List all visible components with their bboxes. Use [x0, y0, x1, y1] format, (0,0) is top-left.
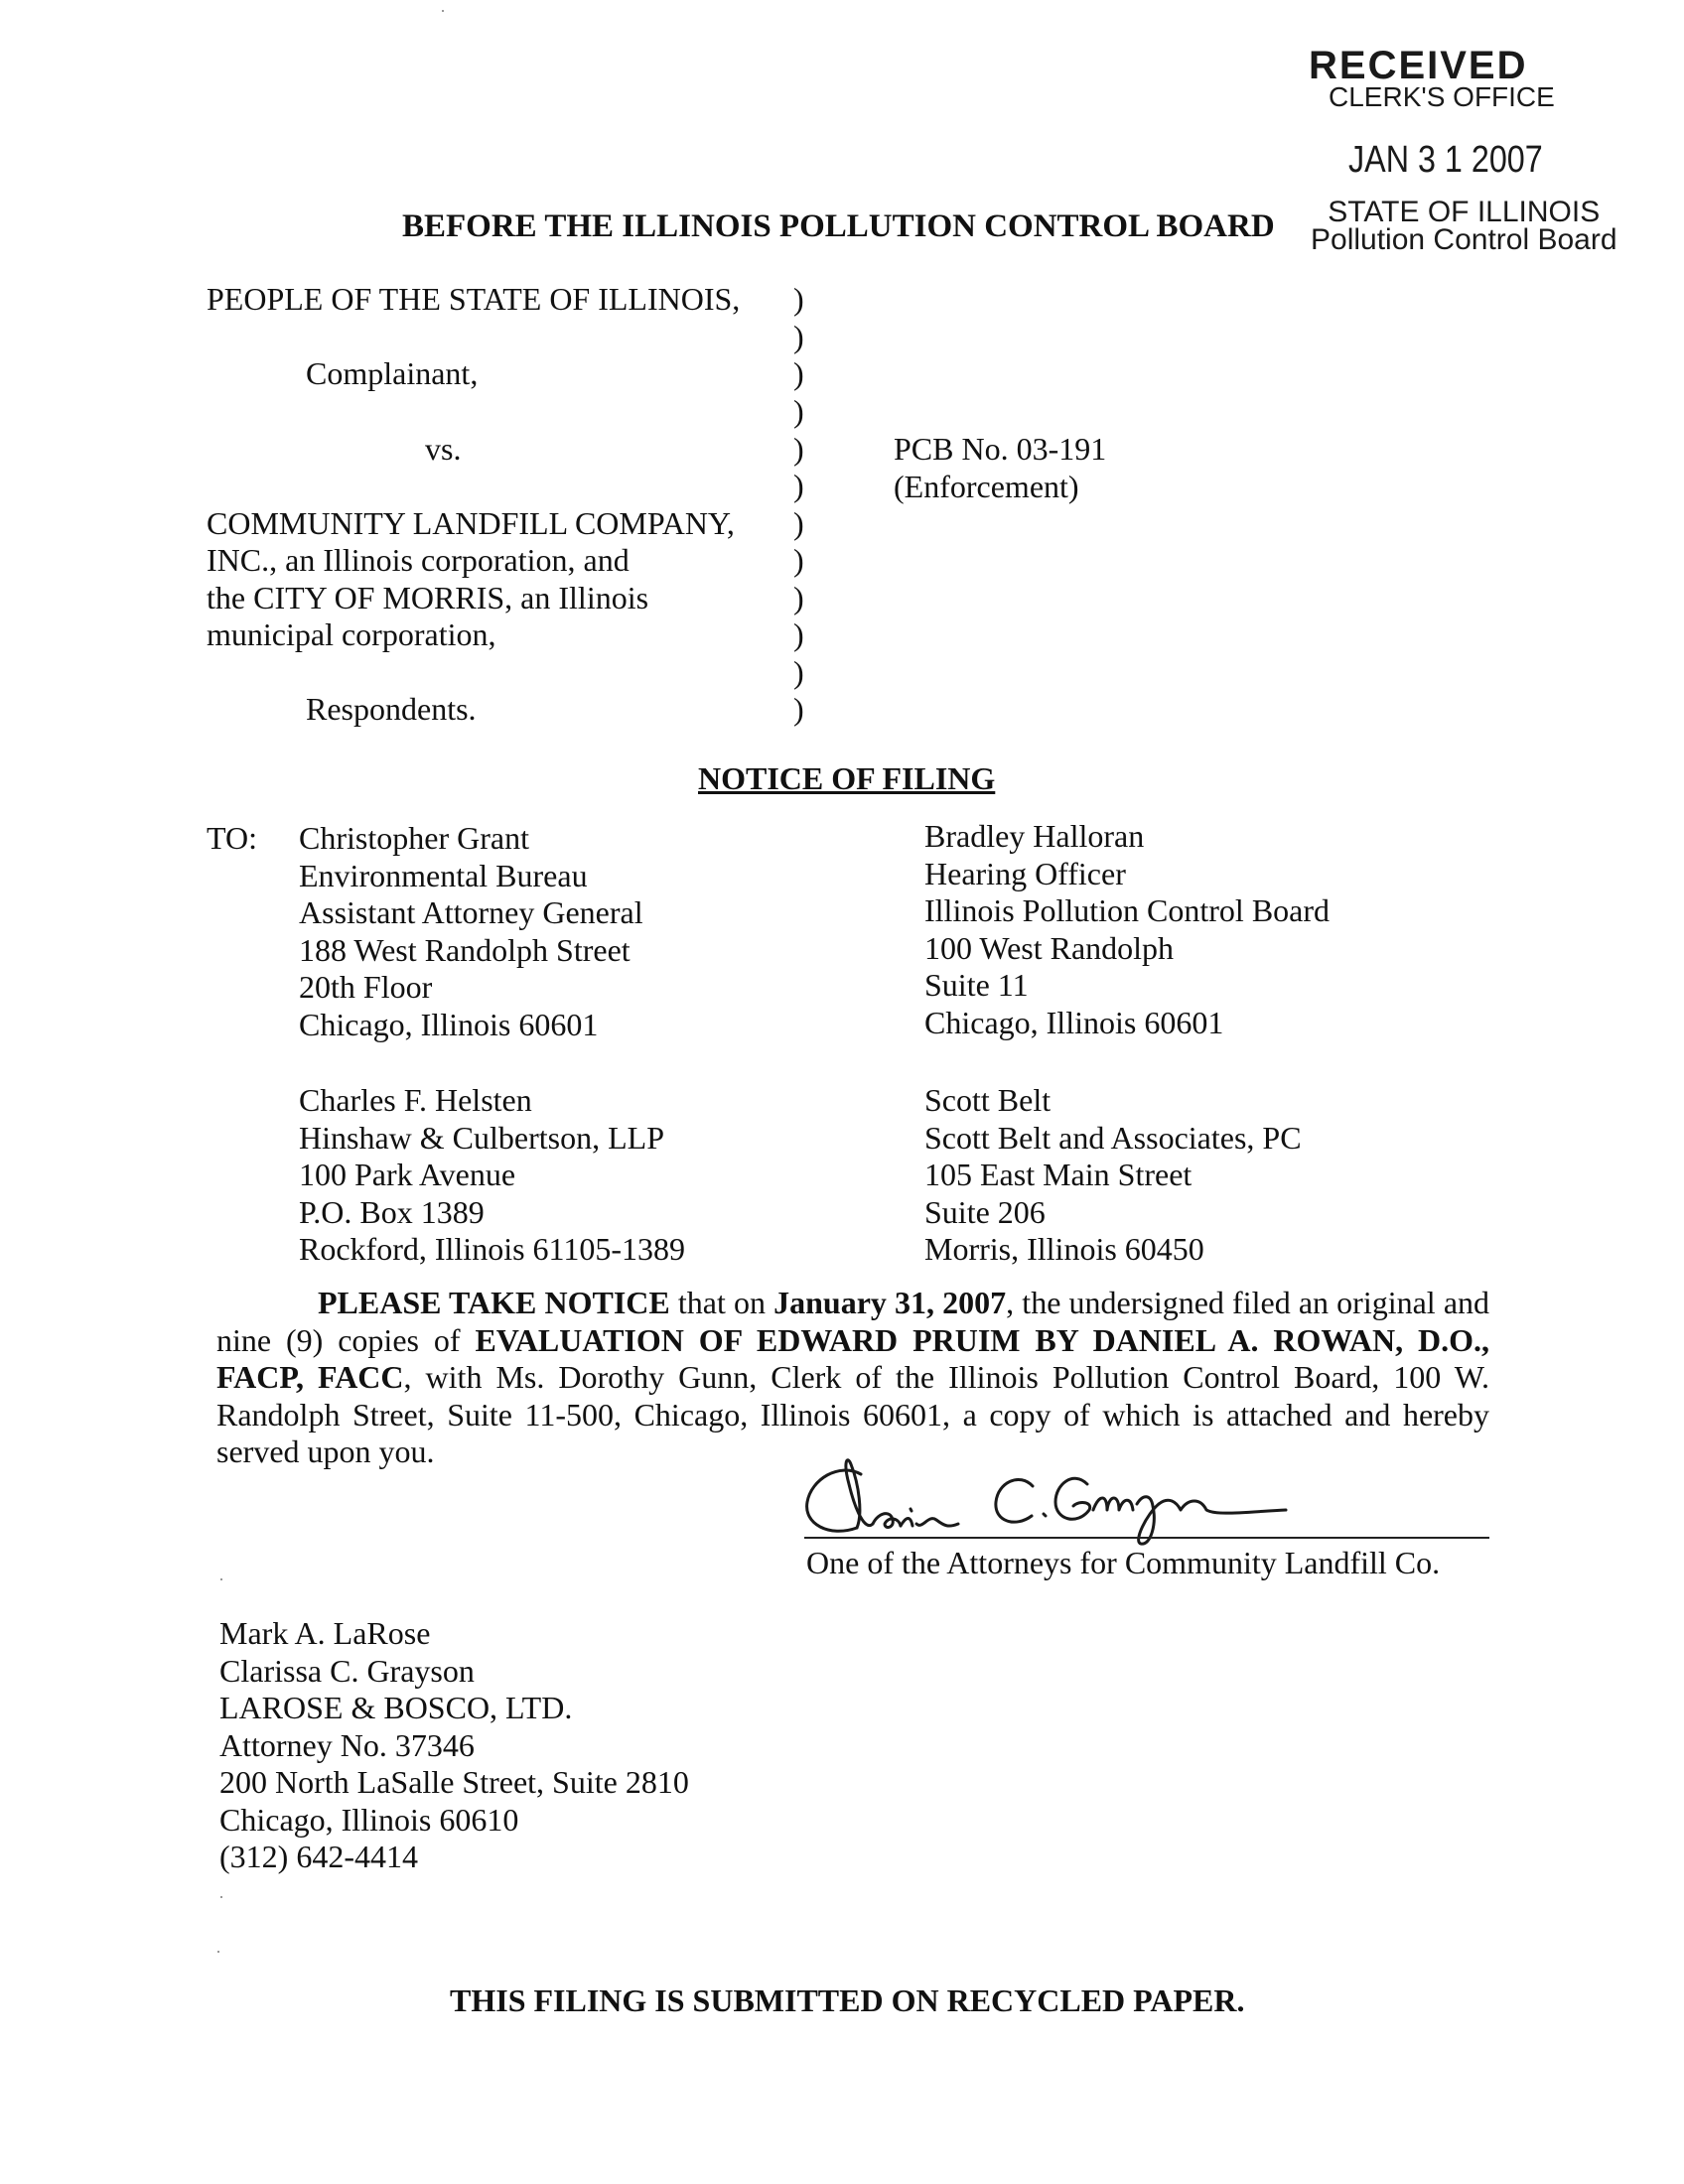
firm-line: LAROSE & BOSCO, LTD.: [219, 1690, 573, 1725]
address-line: Hearing Officer: [924, 855, 1126, 891]
plaintiff-name: PEOPLE OF THE STATE OF ILLINOIS,: [207, 281, 741, 317]
address-line: Christopher Grant: [299, 820, 529, 856]
received-stamp-date: JAN 3 1 2007: [1348, 139, 1543, 181]
address-line: Hinshaw & Culbertson, LLP: [299, 1119, 664, 1156]
respondent-role: Respondents.: [306, 691, 477, 727]
address-line: 20th Floor: [299, 969, 433, 1005]
notice-body: [216, 1285, 1489, 1471]
respondent-line: municipal corporation,: [207, 616, 496, 652]
received-stamp-agency: [1311, 196, 1617, 256]
notice-lead: PLEASE TAKE NOTICE: [318, 1285, 670, 1320]
address-line: 100 Park Avenue: [299, 1157, 516, 1192]
received-stamp-board: Pollution Control Board: [1311, 223, 1617, 256]
versus-label: vs.: [425, 431, 462, 467]
firm-line: (312) 642-4414: [219, 1839, 418, 1874]
address-line: Morris, Illinois 60450: [924, 1231, 1204, 1267]
handwritten-signature: [799, 1454, 1355, 1549]
notice-title: NOTICE OF FILING: [698, 760, 996, 796]
address-line: Chicago, Illinois 60601: [924, 1004, 1224, 1040]
respondent-line: the CITY OF MORRIS, an Illinois: [207, 580, 649, 615]
recipient-address: [299, 820, 643, 1043]
recipient-address: [924, 1082, 1302, 1269]
case-type: (Enforcement): [894, 468, 1079, 504]
address-line: Suite 206: [924, 1193, 1046, 1230]
respondent-line: COMMUNITY LANDFILL COMPANY,: [207, 505, 735, 541]
board-heading: BEFORE THE ILLINOIS POLLUTION CONTROL BOARD: [402, 208, 1275, 244]
address-line: Chicago, Illinois 60601: [299, 1006, 599, 1042]
caption-paren: ): [793, 580, 804, 615]
caption-paren: ): [793, 319, 804, 354]
firm-line: Mark A. LaRose: [219, 1615, 431, 1651]
address-line: 100 West Randolph: [924, 929, 1175, 966]
address-line: Charles F. Helsten: [299, 1082, 532, 1118]
firm-line: 200 North LaSalle Street, Suite 2810: [219, 1764, 689, 1800]
recipient-address: [299, 1082, 685, 1269]
body-text: that on: [669, 1285, 774, 1320]
caption-paren: ): [793, 616, 804, 652]
caption-paren: ): [793, 281, 804, 317]
address-line: 188 West Randolph Street: [299, 931, 631, 968]
case-number-block: [894, 431, 1106, 505]
caption-paren: ): [793, 393, 804, 429]
address-line: Bradley Halloran: [924, 818, 1145, 854]
body-text: , the undersigned filed an original and nine (9) copies of: [216, 1285, 1490, 1358]
scan-speck: [217, 1951, 219, 1953]
address-line: Assistant Attorney General: [299, 894, 643, 930]
caption-paren: ): [793, 468, 804, 503]
to-label: TO:: [207, 820, 257, 856]
received-stamp-title: RECEIVED: [1309, 44, 1528, 87]
recycled-paper-notice: THIS FILING IS SUBMITTED ON RECYCLED PAPER.: [450, 1982, 1245, 2018]
caption-paren: ): [793, 542, 804, 578]
address-line: Suite 11: [924, 967, 1029, 1003]
filing-date: January 31, 2007: [773, 1285, 1007, 1320]
case-number: PCB No. 03-191: [894, 431, 1107, 467]
firm-line: Attorney No. 37346: [219, 1726, 475, 1763]
signature-line: [804, 1537, 1489, 1539]
respondent-line: INC., an Illinois corporation, and: [207, 542, 630, 578]
caption-paren: ): [793, 431, 804, 467]
address-line: Rockford, Illinois 61105-1389: [299, 1231, 685, 1267]
scan-speck: [220, 1896, 222, 1898]
scan-speck: [442, 10, 444, 12]
firm-line: Chicago, Illinois 60610: [219, 1801, 519, 1838]
address-line: Scott Belt and Associates, PC: [924, 1119, 1302, 1156]
complainant-role: Complainant,: [306, 355, 479, 391]
recipient-address: [924, 818, 1330, 1041]
firm-line: Clarissa C. Grayson: [219, 1652, 475, 1689]
caption-paren: ): [793, 691, 804, 727]
caption-paren: ): [793, 355, 804, 391]
received-stamp-office: CLERK'S OFFICE: [1329, 81, 1555, 112]
address-line: Illinois Pollution Control Board: [924, 892, 1331, 928]
signature-caption: One of the Attorneys for Community Landfill Co.: [806, 1545, 1441, 1580]
received-stamp-state: STATE OF ILLINOIS: [1328, 196, 1601, 228]
address-line: Scott Belt: [924, 1082, 1052, 1118]
address-line: 105 East Main Street: [924, 1157, 1193, 1192]
address-line: P.O. Box 1389: [299, 1193, 485, 1230]
address-line: Environmental Bureau: [299, 857, 588, 893]
filed-document-title: EVALUATION OF EDWARD PRUIM BY DANIEL A. ROWAN, D.O., FACP, FACC: [216, 1321, 1489, 1395]
caption-paren: ): [793, 505, 804, 541]
attorney-firm-block: [219, 1615, 689, 1876]
scan-speck: [220, 1578, 222, 1580]
body-text: , with Ms. Dorothy Gunn, Clerk of the Illinois Pollution Control Board, 100 W. Randolph Street, Suite 11-500, Chicago, Illinois 60601, a copy of which is attached and hereby served upon you.: [216, 1359, 1490, 1469]
caption-paren: ): [793, 654, 804, 690]
